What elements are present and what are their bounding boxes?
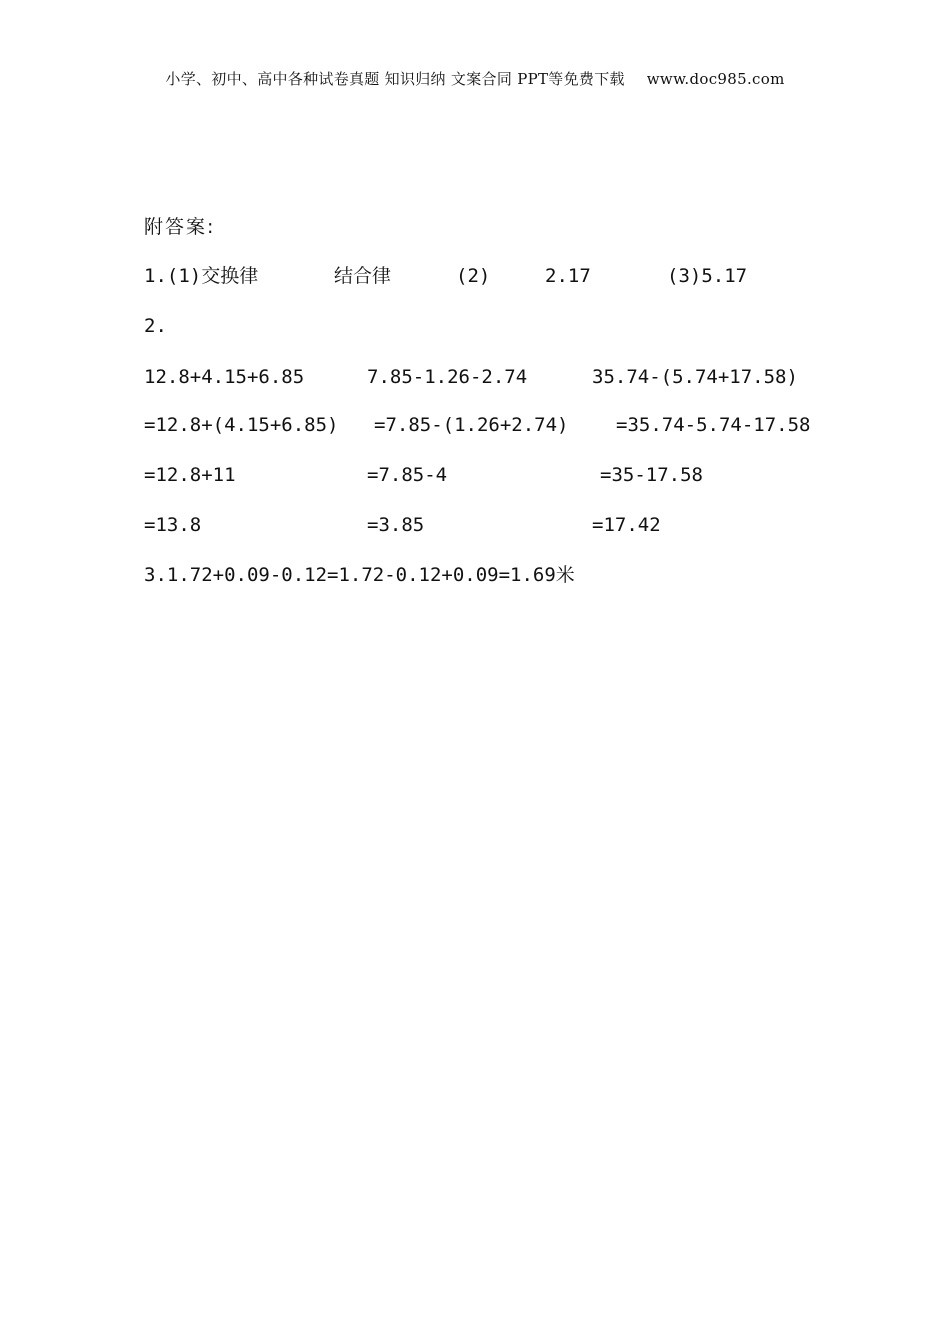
calc-1-step-1: 12.8+4.15+6.85 — [144, 366, 305, 388]
question-1-answer — [0, 263, 950, 289]
calc-3-step-4: =17.42 — [592, 514, 661, 536]
calc-2-step-3: =7.85-4 — [367, 464, 448, 486]
calc-2-step-4: =3.85 — [367, 514, 425, 536]
header-site: www.doc985.com — [646, 70, 785, 88]
calc-2-step-2: =7.85-(1.26+2.74) — [374, 414, 569, 436]
question-3-answer: 3.1.72+0.09-0.12=1.72-0.12+0.09=1.69米 — [144, 564, 575, 586]
answers-title: 附答案: — [144, 216, 216, 238]
header-text: 小学、初中、高中各种试卷真题 知识归纳 文案合同 PPT等免费下载 — [165, 70, 625, 88]
calc-1-step-4: =13.8 — [144, 514, 202, 536]
q1-part-4: 2.17 — [545, 265, 591, 287]
q1-part-1: 1.(1)交换律 — [144, 265, 259, 287]
calc-1-step-3: =12.8+11 — [144, 464, 236, 486]
q1-part-2: 结合律 — [334, 265, 392, 287]
calc-2-step-1: 7.85-1.26-2.74 — [367, 366, 528, 388]
calc-3-step-1: 35.74-(5.74+17.58) — [592, 366, 798, 388]
calc-3-step-2: =35.74-5.74-17.58 — [616, 414, 811, 436]
calc-1-step-2: =12.8+(4.15+6.85) — [144, 414, 339, 436]
question-2-label: 2. — [144, 315, 167, 337]
q1-part-5: (3)5.17 — [667, 265, 748, 287]
q1-part-3: (2) — [456, 265, 491, 287]
calc-3-step-3: =35-17.58 — [600, 464, 703, 486]
